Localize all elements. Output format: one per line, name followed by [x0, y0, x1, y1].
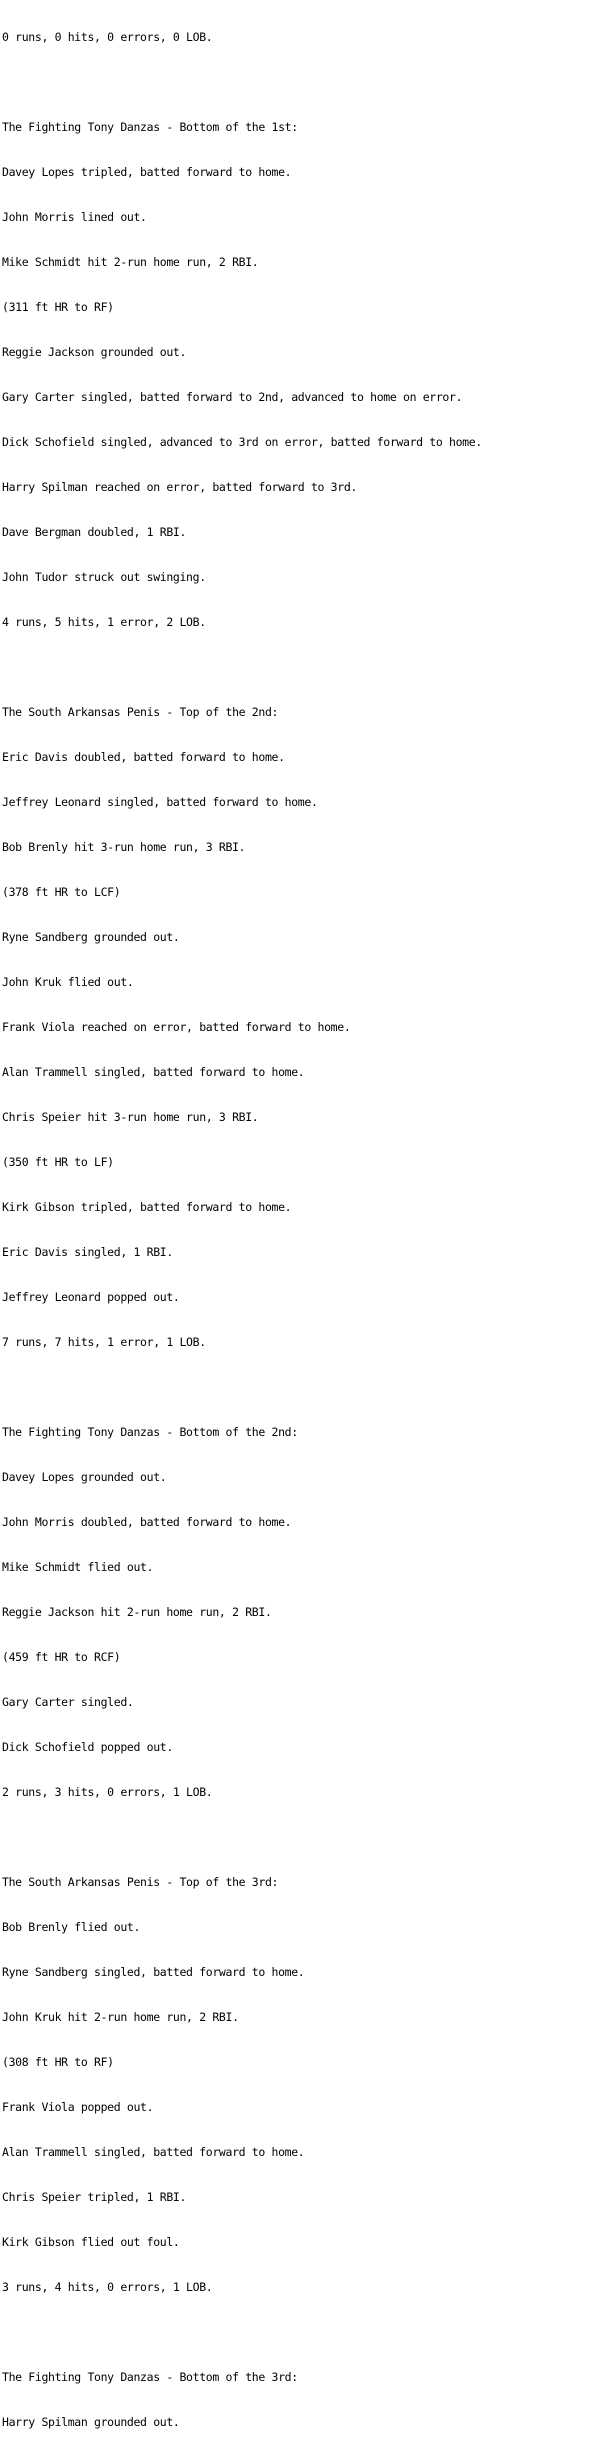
log-line: Mike Schmidt hit 2-run home run, 2 RBI. — [2, 255, 259, 269]
log-line: Ryne Sandberg grounded out. — [2, 930, 180, 944]
log-line-blank — [2, 2325, 482, 2340]
log-line: Gary Carter singled. — [2, 1695, 134, 1709]
log-line: Davey Lopes grounded out. — [2, 1470, 167, 1484]
log-line: Chris Speier tripled, 1 RBI. — [2, 2190, 187, 2204]
log-line-blank — [2, 75, 482, 90]
inning-summary: 2 runs, 3 hits, 0 errors, 1 LOB. — [2, 1785, 213, 1799]
log-line: Dick Schofield popped out. — [2, 1740, 173, 1754]
log-line: Reggie Jackson grounded out. — [2, 345, 187, 359]
log-line: (311 ft HR to RF) — [2, 300, 114, 314]
log-line: Kirk Gibson tripled, batted forward to home. — [2, 1200, 292, 1214]
log-line: John Tudor struck out swinging. — [2, 570, 206, 584]
log-line: Gary Carter singled, batted forward to 2nd, advanced to home on error. — [2, 390, 463, 404]
log-line-blank — [2, 1380, 482, 1395]
inning-header: The Fighting Tony Danzas - Bottom of the 2nd: — [2, 1425, 298, 1439]
log-line: Frank Viola popped out. — [2, 2100, 154, 2114]
log-line: Dave Bergman doubled, 1 RBI. — [2, 525, 187, 539]
inning-summary: 4 runs, 5 hits, 1 error, 2 LOB. — [2, 615, 206, 629]
log-line: Harry Spilman reached on error, batted forward to 3rd. — [2, 480, 357, 494]
log-line: (459 ft HR to RCF) — [2, 1650, 121, 1664]
log-line: (350 ft HR to LF) — [2, 1155, 114, 1169]
inning-summary: 3 runs, 4 hits, 0 errors, 1 LOB. — [2, 2280, 213, 2294]
log-line: John Kruk flied out. — [2, 975, 134, 989]
inning-summary: 7 runs, 7 hits, 1 error, 1 LOB. — [2, 1335, 206, 1349]
log-line: Mike Schmidt flied out. — [2, 1560, 154, 1574]
play-by-play-log — [2, 0, 482, 2445]
log-line: Alan Trammell singled, batted forward to home. — [2, 1065, 305, 1079]
inning-header: The South Arkansas Penis - Top of the 2nd: — [2, 705, 279, 719]
log-line: John Morris lined out. — [2, 210, 147, 224]
log-line: Alan Trammell singled, batted forward to home. — [2, 2145, 305, 2159]
log-line: Jeffrey Leonard popped out. — [2, 1290, 180, 1304]
log-line-blank — [2, 1830, 482, 1845]
log-line: Chris Speier hit 3-run home run, 3 RBI. — [2, 1110, 259, 1124]
log-line: 0 runs, 0 hits, 0 errors, 0 LOB. — [2, 30, 213, 44]
log-line: Bob Brenly hit 3-run home run, 3 RBI. — [2, 840, 246, 854]
log-line: (378 ft HR to LCF) — [2, 885, 121, 899]
log-line: Frank Viola reached on error, batted forward to home. — [2, 1020, 351, 1034]
log-line: Davey Lopes tripled, batted forward to home. — [2, 165, 292, 179]
inning-header: The South Arkansas Penis - Top of the 3rd: — [2, 1875, 279, 1889]
log-line: Dick Schofield singled, advanced to 3rd on error, batted forward to home. — [2, 435, 482, 449]
log-line-blank — [2, 660, 482, 675]
inning-header: The Fighting Tony Danzas - Bottom of the 1st: — [2, 120, 298, 134]
log-line: Eric Davis doubled, batted forward to home. — [2, 750, 285, 764]
log-line: Kirk Gibson flied out foul. — [2, 2235, 180, 2249]
log-line: Jeffrey Leonard singled, batted forward to home. — [2, 795, 318, 809]
log-line: John Kruk hit 2-run home run, 2 RBI. — [2, 2010, 239, 2024]
log-line: Bob Brenly flied out. — [2, 1920, 141, 1934]
log-line: Reggie Jackson hit 2-run home run, 2 RBI. — [2, 1605, 272, 1619]
log-line: Ryne Sandberg singled, batted forward to home. — [2, 1965, 305, 1979]
log-line: John Morris doubled, batted forward to home. — [2, 1515, 292, 1529]
log-line: Harry Spilman grounded out. — [2, 2415, 180, 2429]
inning-header: The Fighting Tony Danzas - Bottom of the 3rd: — [2, 2370, 298, 2384]
log-line: (308 ft HR to RF) — [2, 2055, 114, 2069]
log-line: Eric Davis singled, 1 RBI. — [2, 1245, 173, 1259]
